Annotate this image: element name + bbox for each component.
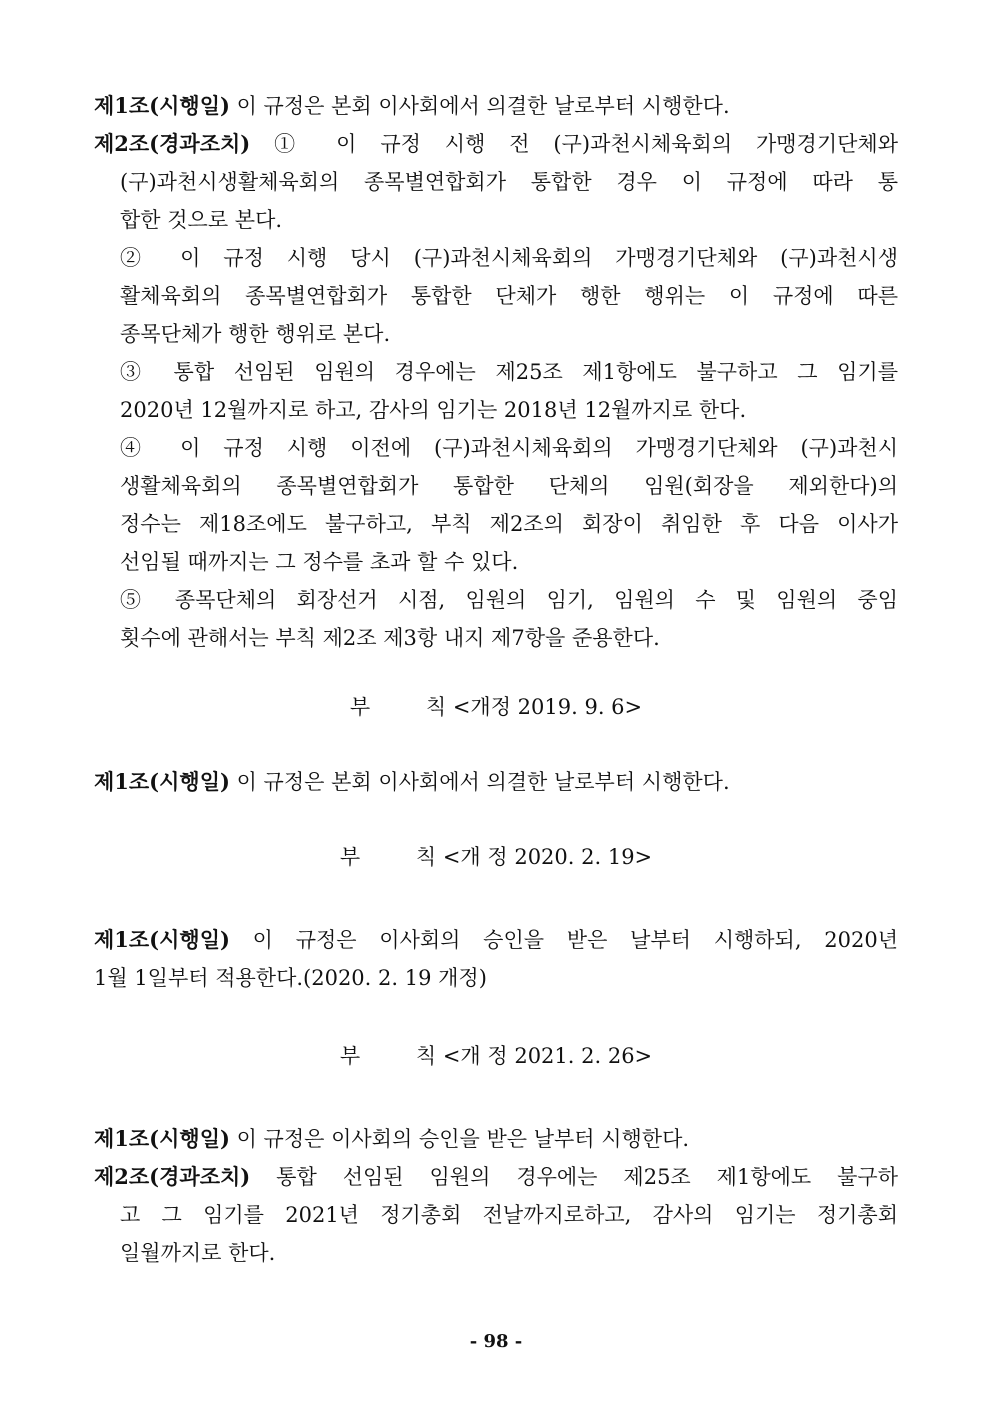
article-2-transitional	[94, 129, 898, 159]
article-title: 제1조(시행일)	[94, 769, 230, 794]
article-text-line: 일월까지로 한다.	[120, 1241, 276, 1265]
addendum-label-bu: 부	[339, 1044, 361, 1068]
addendum-heading-2021	[0, 1041, 992, 1071]
paragraph-4-line: 정수는 제18조에도 불구하고, 부칙 제2조의 회장이 취임한 후 다음 이사가	[120, 512, 898, 536]
article-title: 제1조(시행일)	[94, 927, 230, 952]
article-title: 제1조(시행일)	[94, 1126, 230, 1151]
addendum-heading-2019	[0, 692, 992, 722]
addendum-date: <개 정 2020. 2. 19>	[442, 845, 653, 869]
article-text-line: 고 그 임기를 2021년 정기총회 전날까지로하고, 감사의 임기는 정기총회	[120, 1203, 898, 1227]
article-title: 제1조(시행일)	[94, 93, 230, 118]
addendum-label-chik: 칙	[425, 695, 447, 719]
addendum-heading-2020	[0, 842, 992, 872]
article-text: 이 규정은 이사회의 승인을 받은 날부터 시행한다.	[229, 1127, 690, 1151]
addendum-date: <개 정 2021. 2. 26>	[442, 1044, 653, 1068]
addendum-label-chik: 칙	[415, 1044, 437, 1068]
paragraph-2-line: ② 이 규정 시행 당시 (구)과천시체육회의 가맹경기단체와 (구)과천시생	[120, 246, 898, 270]
paragraph-2-line: 활체육회의 종목별연합회가 통합한 단체가 행한 행위는 이 규정에 따른	[120, 284, 898, 308]
article-text-line: (구)과천시생활체육회의 종목별연합회가 통합한 경우 이 규정에 따라 통	[120, 170, 898, 194]
paragraph-2-line: 종목단체가 행한 행위로 본다.	[120, 322, 391, 346]
paragraph-4-line: 생활체육회의 종목별연합회가 통합한 단체의 임원(회장을 제외한다)의	[120, 474, 898, 498]
paragraph-5-line: 횟수에 관해서는 부칙 제2조 제3항 내지 제7항을 준용한다.	[120, 626, 660, 650]
article-title: 제2조(경과조치)	[94, 1164, 251, 1189]
article-text: ① 이 규정 시행 전 (구)과천시체육회의 가맹경기단체와	[250, 132, 898, 156]
addendum-label-bu: 부	[349, 695, 371, 719]
article-text-line: 1월 1일부터 적용한다.(2020. 2. 19 개정)	[94, 966, 487, 990]
paragraph-4-line: ④ 이 규정 시행 이전에 (구)과천시체육회의 가맹경기단체와 (구)과천시	[120, 436, 898, 460]
article-1-effective-date	[94, 767, 898, 797]
article-text: 이 규정은 본회 이사회에서 의결한 날로부터 시행한다.	[229, 94, 730, 118]
paragraph-3-line: ③ 통합 선임된 임원의 경우에는 제25조 제1항에도 불구하고 그 임기를	[120, 360, 898, 384]
addendum-date: <개정 2019. 9. 6>	[452, 695, 643, 719]
article-title: 제2조(경과조치)	[94, 131, 251, 156]
page-number: - 98 -	[469, 1331, 523, 1352]
article-1-effective-date	[94, 91, 898, 121]
article-text: 이 규정은 본회 이사회에서 의결한 날로부터 시행한다.	[229, 770, 730, 794]
paragraph-4-line: 선임될 때까지는 그 정수를 초과 할 수 있다.	[120, 550, 519, 574]
article-text: 통합 선임된 임원의 경우에는 제25조 제1항에도 불구하	[250, 1165, 898, 1189]
article-1-effective-date	[94, 925, 898, 955]
addendum-label-chik: 칙	[415, 845, 437, 869]
paragraph-5-line: ⑤ 종목단체의 회장선거 시점, 임원의 임기, 임원의 수 및 임원의 중임	[120, 588, 898, 612]
article-2-transitional	[94, 1162, 898, 1192]
addendum-label-bu: 부	[339, 845, 361, 869]
article-text: 이 규정은 이사회의 승인을 받은 날부터 시행하되, 2020년	[229, 928, 898, 952]
article-1-effective-date	[94, 1124, 898, 1154]
article-text-line: 합한 것으로 본다.	[120, 208, 283, 232]
paragraph-3-line: 2020년 12월까지로 하고, 감사의 임기는 2018년 12월까지로 한다.	[120, 398, 747, 422]
